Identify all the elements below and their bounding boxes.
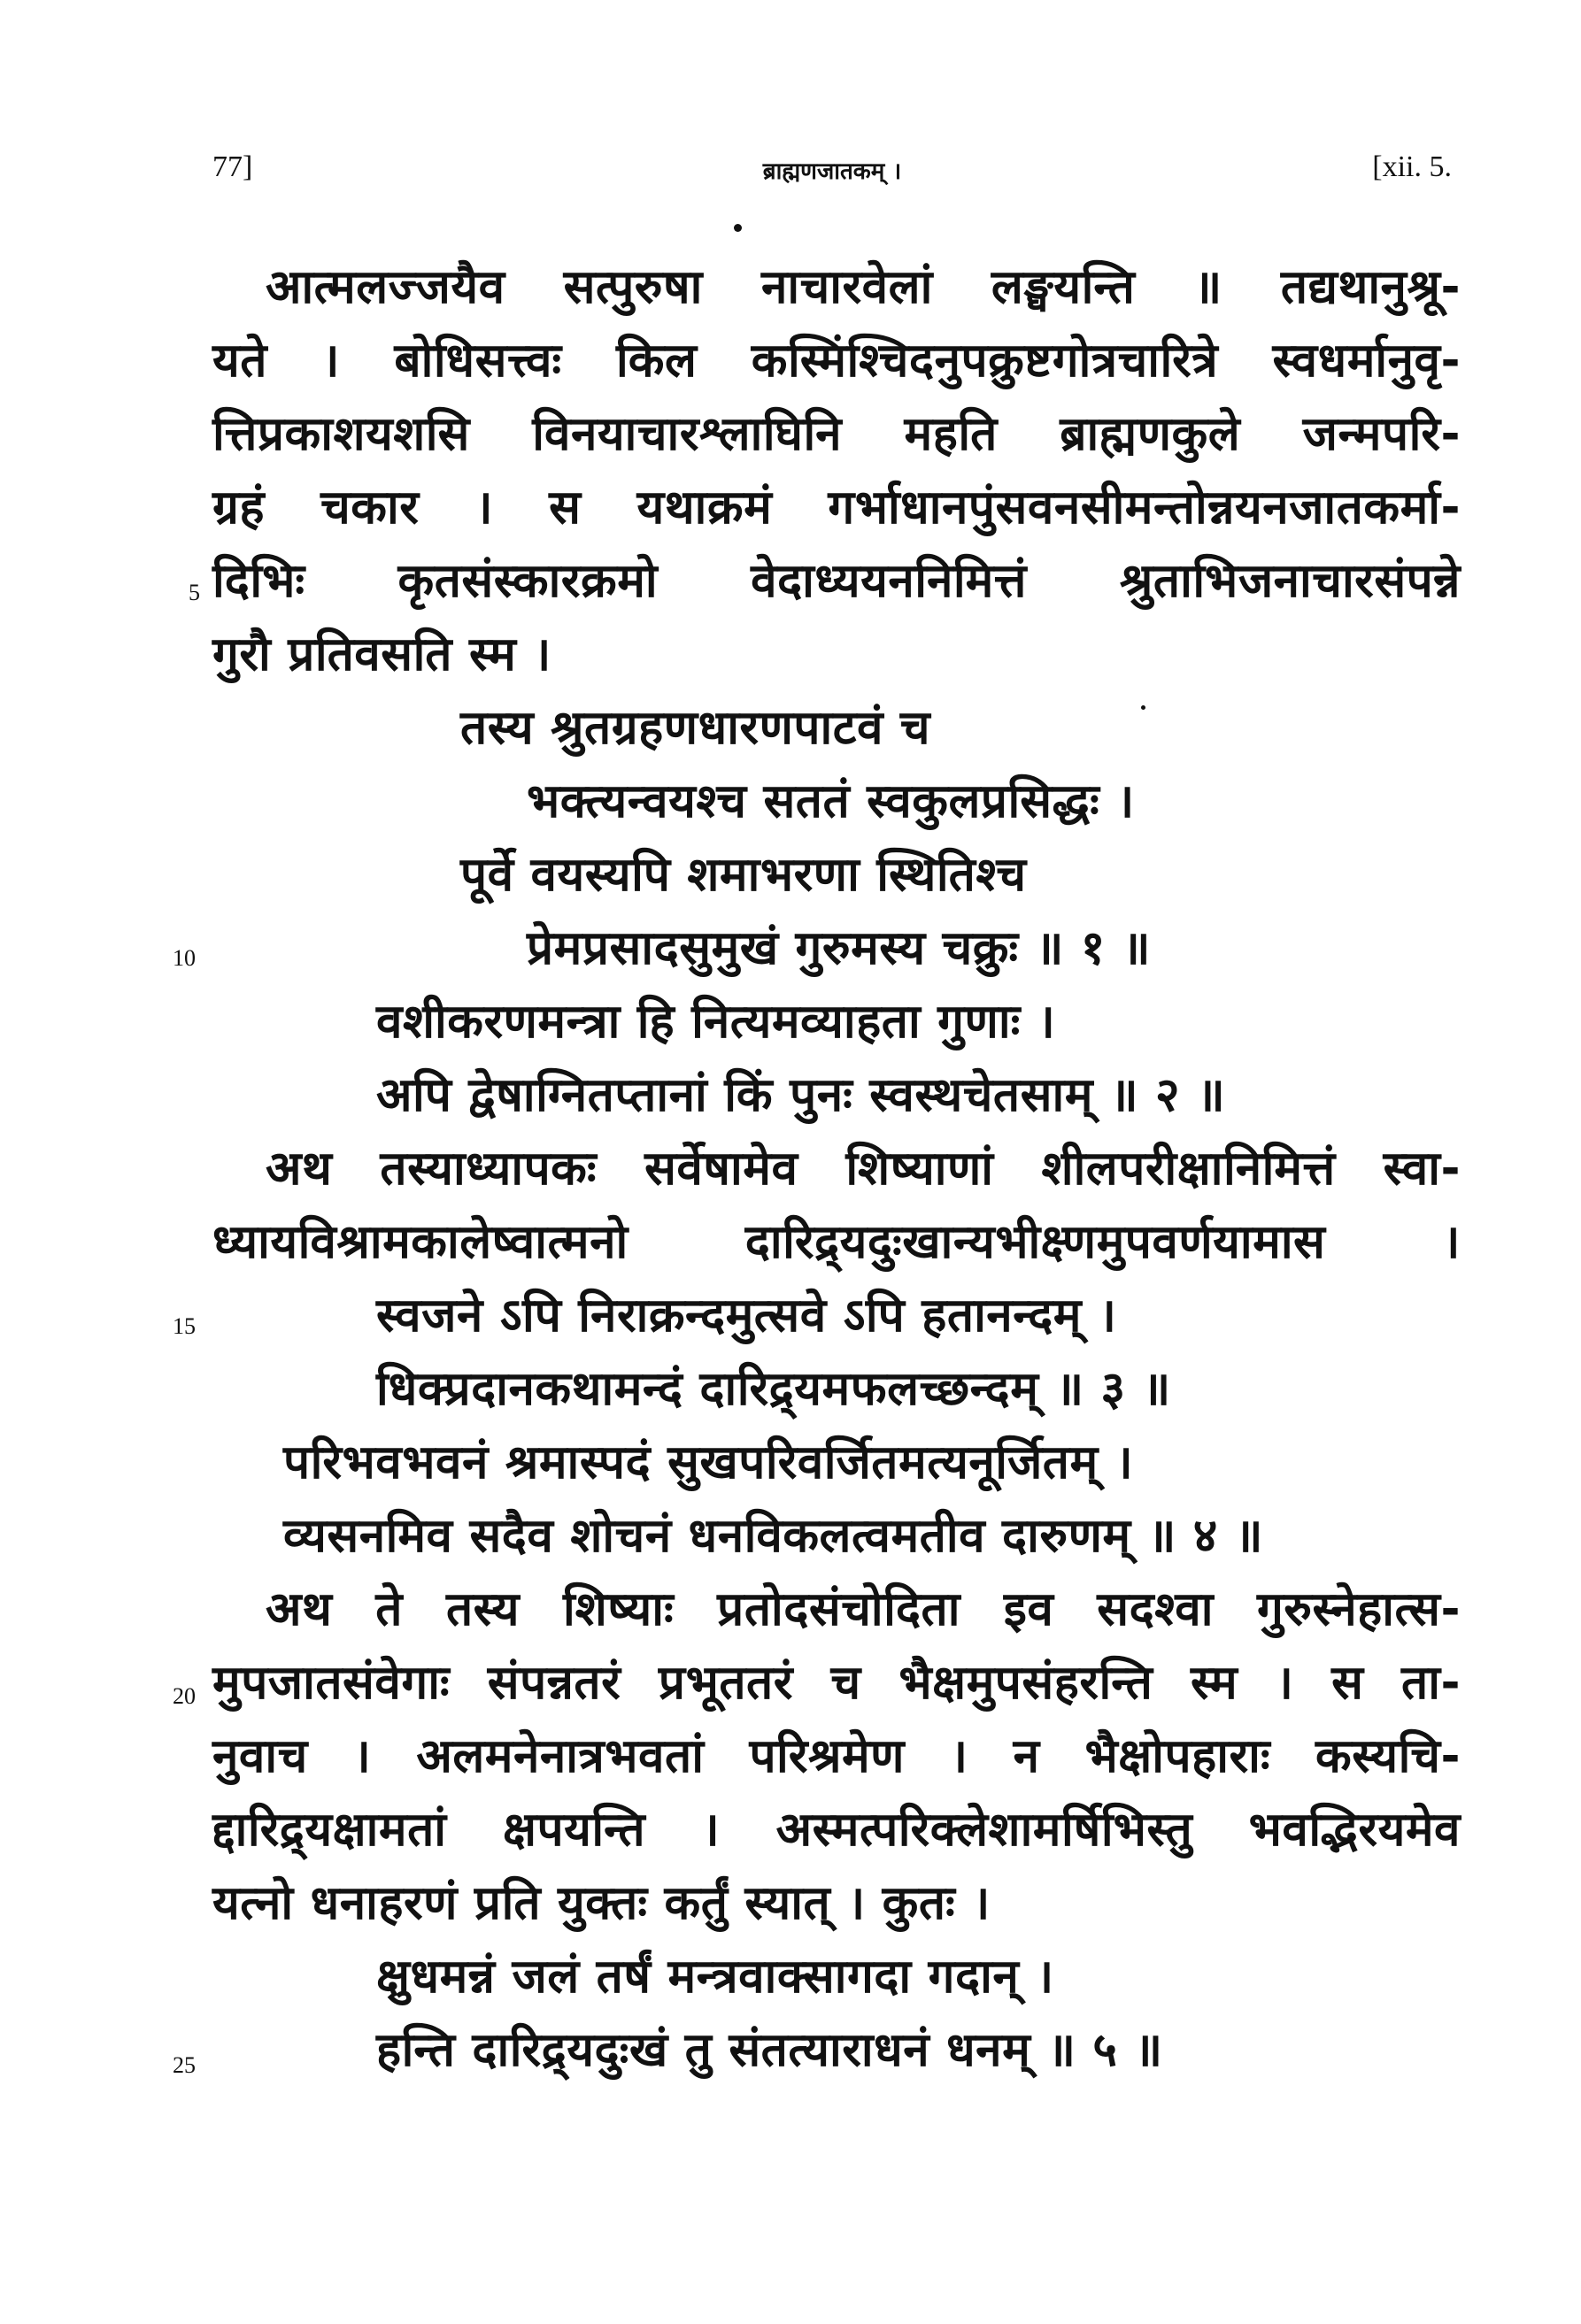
text-line: अथ ते तस्य शिष्याः प्रतोदसंचोदिता इव सदश्वा गुरुस्नेहात्स- bbox=[266, 1582, 1461, 1636]
line-number-marker: 10 bbox=[173, 945, 196, 971]
verse-line: वशीकरणमन्त्रा हि नित्यमव्याहता गुणाः । bbox=[376, 995, 1056, 1049]
verse-line: भक्त्यन्वयश्च सततं स्वकुलप्रसिद्धः । bbox=[527, 774, 1135, 828]
text-line: नुवाच । अलमनेनात्रभवतां परिश्रमेण । न भैक्षोपहाराः कस्यचि- bbox=[212, 1729, 1461, 1783]
text-line: यत्नो धनाहरणं प्रति युक्तः कर्तुं स्यात् । कुतः । bbox=[212, 1876, 991, 1930]
text-line: ग्रहं चकार । स यथाक्रमं गर्भाधानपुंसवनसीमन्तोन्नयनजातकर्मा- bbox=[212, 481, 1461, 535]
verse-line: व्यसनमिव सदैव शोचनं धनविकलत्वमतीव दारुणम् ॥ ४ ॥ bbox=[283, 1509, 1264, 1563]
verse-line: स्वजने ऽपि निराक्रन्दमुत्सवे ऽपि हतानन्दम् । bbox=[376, 1289, 1117, 1343]
text-line: आत्मलज्जयैव सत्पुरुषा नाचारवेलां लङ्घयन्ति ॥ तद्यथानुश्रू- bbox=[266, 260, 1461, 314]
verse-line: परिभवभवनं श्रमास्पदं सुखपरिवर्जितमत्यनूर्जितम् । bbox=[283, 1435, 1134, 1489]
verse-line: क्षुधमन्नं जलं तर्षं मन्त्रवाक्सागदा गदान् । bbox=[376, 1950, 1054, 2004]
text-line: द्दारिद्र्यक्षामतां क्षपयन्ति । अस्मत्परिक्लेशामर्षिभिस्तु भवद्भिरयमेव bbox=[212, 1803, 1461, 1857]
text-line: यते । बोधिसत्त्वः किल कस्मिंश्चिदनुपक्रुष्टगोत्रचारित्रे स्वधर्मानुवृ- bbox=[212, 334, 1461, 388]
page-number: 77] bbox=[212, 150, 253, 183]
line-number-marker: 20 bbox=[173, 1683, 196, 1709]
verse-line: प्रेमप्रसादसुमुखं गुरुमस्य चक्रुः ॥ १ ॥ bbox=[527, 921, 1152, 975]
text-line: त्तिप्रकाशयशसि विनयाचारश्लाघिनि महति ब्राह्मणकुले जन्मपरि- bbox=[212, 407, 1461, 461]
print-speck bbox=[734, 224, 742, 232]
verse-line: हन्ति दारिद्र्यदुःखं तु संतत्याराधनं धनम् ॥ ५ ॥ bbox=[376, 2023, 1163, 2077]
line-number-marker: 15 bbox=[173, 1313, 196, 1339]
verse-line: धिक्प्रदानकथामन्दं दारिद्र्यमफलच्छन्दम् ॥ ३ ॥ bbox=[376, 1362, 1171, 1416]
page-header bbox=[212, 150, 1452, 204]
print-speck bbox=[1141, 705, 1145, 710]
verse-line: अपि द्वेषाग्नितप्तानां किं पुनः स्वस्थचेतसाम् ॥ २ ॥ bbox=[376, 1068, 1226, 1122]
verse-line: तस्य श्रुतग्रहणधारणपाटवं च bbox=[460, 701, 931, 755]
text-line: ध्यायविश्रामकालेष्वात्मनो दारिद्र्यदुःखान्यभीक्ष्णमुपवर्णयामास । bbox=[212, 1215, 1461, 1269]
line-number-marker: 5 bbox=[189, 580, 200, 605]
running-title: ब्राह्मणजातकम् । bbox=[762, 158, 902, 185]
text-line: अथ तस्याध्यापकः सर्वेषामेव शिष्याणां शीलपरीक्षानिमित्तं स्वा- bbox=[266, 1142, 1461, 1196]
text-line: गुरौ प्रतिवसति स्म । bbox=[212, 627, 551, 681]
text-line: मुपजातसंवेगाः संपन्नतरं प्रभूततरं च भैक्षमुपसंहरन्ति स्म । स ता- bbox=[212, 1656, 1461, 1710]
section-reference: [xii. 5. bbox=[1372, 150, 1452, 183]
text-line: दिभिः कृतसंस्कारक्रमो वेदाध्ययननिमित्तं श्रुताभिजनाचारसंपन्ने bbox=[212, 554, 1461, 608]
verse-line: पूर्वे वयस्यपि शमाभरणा स्थितिश्च bbox=[460, 848, 1027, 902]
line-number-marker: 25 bbox=[173, 2052, 196, 2078]
